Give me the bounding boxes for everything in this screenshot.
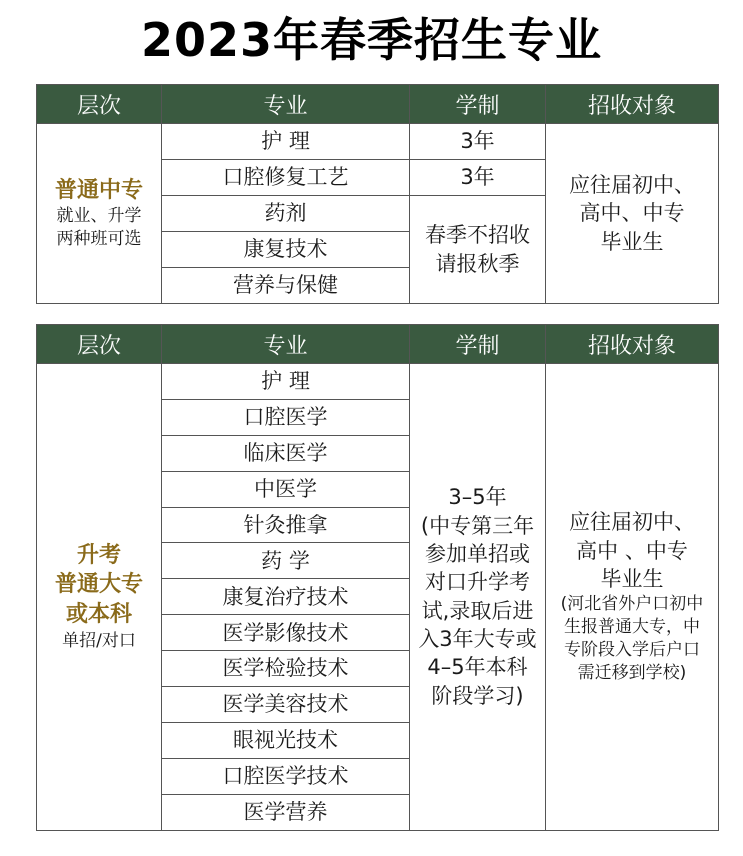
major-cell: 眼视光技术 bbox=[162, 722, 410, 758]
target-line: 应往届初中、 bbox=[569, 510, 695, 535]
header-duration: 学制 bbox=[410, 85, 546, 124]
major-cell: 口腔医学技术 bbox=[162, 758, 410, 794]
target-note-line: 需迁移到学校) bbox=[577, 663, 687, 684]
header-row bbox=[37, 85, 719, 124]
duration-cell: 3年 bbox=[410, 160, 546, 196]
header-target: 招收对象 bbox=[546, 325, 719, 364]
major-cell: 中医学 bbox=[162, 471, 410, 507]
major-cell: 口腔修复工艺 bbox=[162, 160, 410, 196]
level-note: 单招/对口 bbox=[62, 630, 136, 651]
duration-cell: 3年 bbox=[410, 124, 546, 160]
header-duration: 学制 bbox=[410, 325, 546, 364]
header-row bbox=[37, 325, 719, 364]
duration-line: 参加单招或 bbox=[425, 542, 530, 567]
table-row bbox=[37, 124, 719, 160]
level-cell bbox=[37, 364, 162, 831]
target-cell bbox=[546, 124, 719, 304]
page-title: 2023年春季招生专业 bbox=[140, 13, 603, 67]
target-line: 高中 、中专 bbox=[576, 538, 688, 563]
duration-line: 阶段学习) bbox=[431, 683, 524, 708]
level-note: 两种班可选 bbox=[56, 229, 142, 250]
duration-note-line: 请报秋季 bbox=[435, 251, 520, 276]
duration-line: 3–5年 bbox=[448, 485, 507, 510]
duration-line: 4–5年本科 bbox=[427, 655, 528, 680]
level-label: 普通中专 bbox=[54, 177, 143, 203]
target-note-line: (河北省外户口初中 bbox=[560, 594, 704, 615]
major-cell: 康复治疗技术 bbox=[162, 579, 410, 615]
header-major: 专业 bbox=[162, 85, 410, 124]
major-cell: 临床医学 bbox=[162, 435, 410, 471]
major-cell: 医学检验技术 bbox=[162, 651, 410, 687]
duration-line: 对口升学考 bbox=[425, 570, 530, 595]
duration-cell bbox=[410, 364, 546, 831]
duration-note-line: 春季不招收 bbox=[425, 223, 530, 248]
target-note-line: 专阶段入学后户口 bbox=[564, 640, 700, 661]
duration-note-cell bbox=[410, 196, 546, 304]
level-note: 就业、升学 bbox=[56, 206, 142, 227]
header-level: 层次 bbox=[37, 325, 162, 364]
target-line: 高中、中专 bbox=[579, 201, 685, 226]
header-major: 专业 bbox=[162, 325, 410, 364]
duration-line: 试,录取后进 bbox=[421, 598, 534, 623]
major-cell: 针灸推拿 bbox=[162, 507, 410, 543]
duration-line: (中专第三年 bbox=[420, 513, 535, 538]
target-note-line: 生报普通大专，中 bbox=[564, 617, 700, 638]
major-cell: 康复技术 bbox=[162, 232, 410, 268]
target-cell bbox=[546, 364, 719, 831]
table-row bbox=[37, 364, 719, 400]
level-label: 或本科 bbox=[65, 602, 132, 628]
major-cell: 营养与保健 bbox=[162, 268, 410, 304]
header-level: 层次 bbox=[37, 85, 162, 124]
header-target: 招收对象 bbox=[546, 85, 719, 124]
major-cell: 口腔医学 bbox=[162, 399, 410, 435]
major-cell: 药剂 bbox=[162, 196, 410, 232]
duration-line: 入3年大专或 bbox=[418, 627, 537, 652]
major-cell: 护 理 bbox=[162, 124, 410, 160]
major-cell: 医学影像技术 bbox=[162, 615, 410, 651]
major-cell: 药 学 bbox=[162, 543, 410, 579]
major-cell: 护 理 bbox=[162, 364, 410, 400]
major-cell: 医学营养 bbox=[162, 794, 410, 830]
major-cell: 医学美容技术 bbox=[162, 687, 410, 723]
enrollment-table-college bbox=[36, 324, 719, 831]
target-line: 应往届初中、 bbox=[569, 172, 695, 197]
level-cell bbox=[37, 124, 162, 304]
target-line: 毕业生 bbox=[600, 567, 664, 592]
target-line: 毕业生 bbox=[600, 229, 664, 254]
level-label: 升考 bbox=[76, 542, 121, 568]
level-label: 普通大专 bbox=[54, 572, 143, 598]
enrollment-table-secondary bbox=[36, 84, 719, 304]
